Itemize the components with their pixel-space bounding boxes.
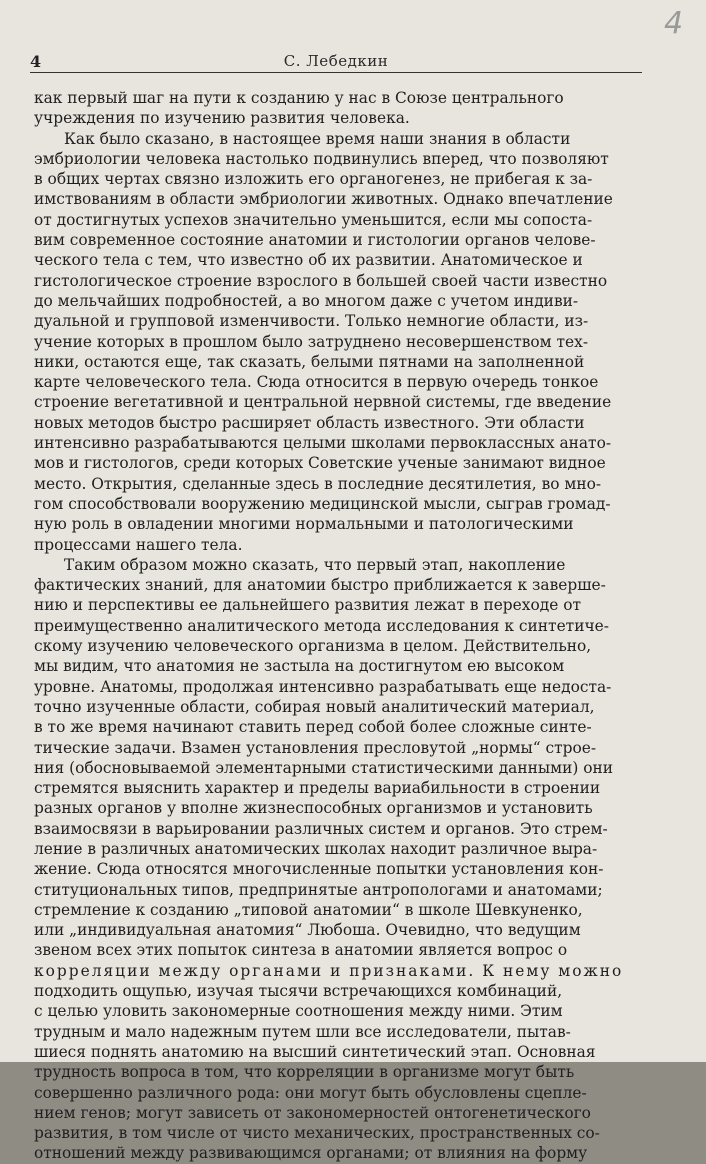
page-number: 4: [30, 52, 42, 71]
text-line: имствованиям в области эмбриологии животных. Однако впечатление: [34, 190, 613, 209]
text-line: ление в различных анатомических школах находит различное выра-: [34, 839, 598, 858]
text-line: нию и перспективы ее дальнейшего развития лежат в переходе от: [34, 596, 581, 615]
text-line: преимущественно аналитического метода исследования к синтетиче-: [34, 616, 609, 635]
text-line: скому изучению человеческого организма в целом. Действительно,: [34, 637, 592, 656]
text-line: интенсивно разрабатываются целыми школами первоклассных анато-: [34, 434, 612, 453]
text-line: фактических знаний, для анатомии быстро приближается к заверше-: [34, 576, 606, 595]
text-line: учреждения по изучению развития человека.: [34, 109, 410, 128]
text-line: отношений между развивающимся органами; от влияния на форму: [34, 1144, 588, 1163]
text-line: в общих чертах связно изложить его органогенез, не прибегая к за-: [34, 170, 593, 189]
text-line: ния (обосновываемой элементарными статистическими данными) они: [34, 758, 614, 777]
text-line: Таким образом можно сказать, что первый этап, накопление: [64, 555, 566, 574]
text-line: эмбриологии человека настолько подвинулись вперед, что позволяют: [34, 149, 609, 168]
text-line: корреляции между органами и признаками. К нему можно: [34, 961, 624, 980]
text-line: уровне. Анатомы, продолжая интенсивно разрабатывать еще недоста-: [34, 677, 612, 696]
text-line: Как было сказано, в настоящее время наши знания в области: [64, 129, 571, 148]
text-line: нием генов; могут зависеть от закономерностей онтогенетического: [34, 1103, 591, 1122]
text-line: шиеся поднять анатомию на высший синтетический этап. Основная: [34, 1042, 596, 1061]
text-line: карте человеческого тела. Сюда относится в первую очередь тонкое: [34, 373, 599, 392]
text-line: мы видим, что анатомия не застыла на достигнутом ею высоком: [34, 657, 565, 676]
text-line: ную роль в овладении многими нормальными и патологическими: [34, 515, 574, 534]
text-line: развития, в том числе от чисто механических, пространственных со-: [34, 1124, 600, 1143]
text-line: звеном всех этих попыток синтеза в анатомии является вопрос о: [34, 941, 568, 960]
text-line: гистологическое строение взрослого в большей своей части известно: [34, 271, 608, 290]
text-line: дуальной и групповой изменчивости. Только немногие области, из-: [34, 312, 589, 331]
handwritten-page-number: 4: [664, 6, 684, 41]
text-line: новых методов быстро расширяет область известного. Эти области: [34, 413, 585, 432]
text-line: трудность вопроса в том, что корреляции в организме могут быть: [34, 1063, 575, 1082]
text-line: процессами нашего тела.: [34, 535, 243, 554]
text-line: подходить ощупью, изучая тысячи встречающихся комбинаций,: [34, 982, 563, 1001]
text-line: точно изученные области, собирая новый аналитический материал,: [34, 697, 595, 716]
text-line: место. Открытия, сделанные здесь в последние десятилетия, во мно-: [34, 474, 602, 493]
text-line: совершенно различного рода: они могут быть обусловлены сцепле-: [34, 1083, 587, 1102]
text-line: трудным и мало надежным путем шли все исследователи, пытав-: [34, 1022, 571, 1041]
text-line: жение. Сюда относятся многочисленные попытки установления кон-: [34, 860, 604, 879]
text-line: до мельчайших подробностей, а во многом даже с учетом индиви-: [34, 291, 579, 310]
text-line: мов и гистологов, среди которых Советские ученые занимают видное: [34, 454, 606, 473]
text-line: в то же время начинают ставить перед собой более сложные синте-: [34, 718, 592, 737]
header-rule: [30, 72, 642, 73]
text-line: ники, остаются еще, так сказать, белыми пятнами на заполненной: [34, 352, 585, 371]
text-line: стремление к созданию „типовой анатомии“ в школе Шевкуненко,: [34, 900, 583, 919]
text-line: строение вегетативной и центральной нервной системы, где введение: [34, 393, 612, 412]
text-line: как первый шаг на пути к созданию у нас в Союзе центрального: [34, 89, 564, 107]
text-line: тические задачи. Взамен установления пресловутой „нормы“ строе-: [34, 738, 597, 757]
text-line: учение которых в прошлом было затруднено несовершенством тех-: [34, 332, 589, 351]
text-line: ституциональных типов, предпринятые антропологами и анатомами;: [34, 880, 603, 899]
text-line: или „индивидуальная анатомия“ Любоша. Очевидно, что ведущим: [34, 921, 581, 940]
text-line: ческого тела с тем, что известно об их развитии. Анатомическое и: [34, 251, 583, 270]
text-line: стремятся выяснить характер и пределы вариабильности в строении: [34, 779, 601, 798]
running-head-author: С. Лебедкин: [283, 52, 389, 70]
body-text: [34, 88, 646, 1164]
text-line: гом способствовали вооружению медицинской мысли, сыграв громад-: [34, 494, 611, 513]
text-line: от достигнутых успехов значительно уменьшится, если мы сопоста-: [34, 210, 593, 229]
page-header: [30, 50, 642, 74]
text-line: разных органов у вполне жизнеспособных организмов и установить: [34, 799, 593, 818]
text-line: вим современное состояние анатомии и гистологии органов челове-: [34, 231, 596, 250]
text-line: с целью уловить закономерные соотношения между ними. Этим: [34, 1002, 563, 1021]
text-line: взаимосвязи в варьировании различных систем и органов. Это стрем-: [34, 819, 608, 838]
